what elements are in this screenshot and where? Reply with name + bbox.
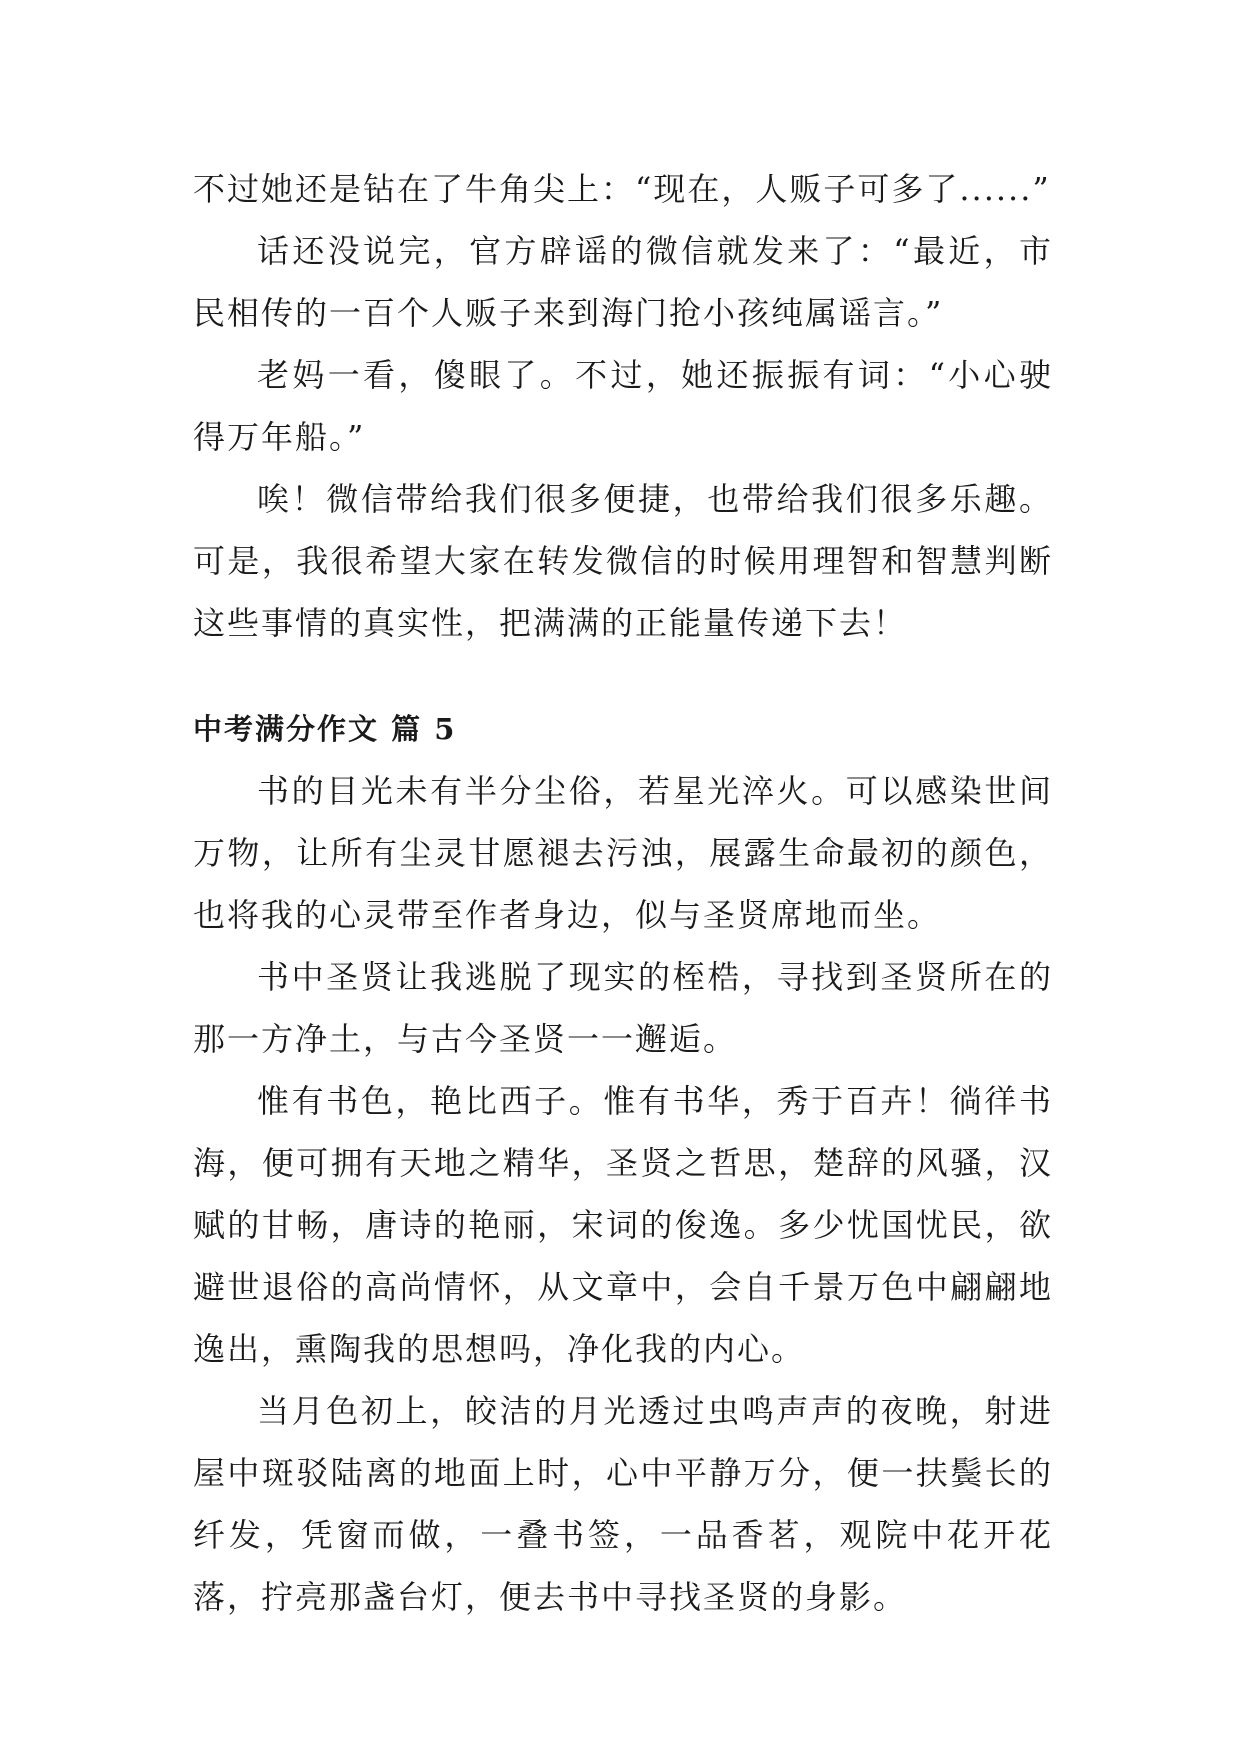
document-body	[193, 158, 1053, 1628]
paragraph: 惟有书色，艳比西子。惟有书华，秀于百卉！徜徉书海，便可拥有天地之精华，圣贤之哲思，楚辞的风骚，汉赋的甘畅，唐诗的艳丽，宋词的俊逸。多少忧国忧民，欲避世退俗的高尚情怀，从文章中，会自千景万色中翩翩地逸出，熏陶我的思想吗，净化我的内心。	[193, 1082, 1053, 1368]
paragraph: 书的目光未有半分尘俗，若星光淬火。可以感染世间万物，让所有尘灵甘愿褪去污浊，展露生命最初的颜色，也将我的心灵带至作者身边，似与圣贤席地而坐。	[193, 772, 1053, 934]
paragraph: 唉！微信带给我们很多便捷，也带给我们很多乐趣。可是，我很希望大家在转发微信的时候用理智和智慧判断这些事情的真实性，把满满的正能量传递下去！	[193, 480, 1053, 642]
section-title: 中考满分作文 篇 5	[193, 712, 457, 746]
paragraph: 话还没说完，官方辟谣的微信就发来了：“最近，市民相传的一百个人贩子来到海门抢小孩纯属谣言。”	[193, 232, 1053, 332]
paragraph: 书中圣贤让我逃脱了现实的桎梏，寻找到圣贤所在的那一方净土，与古今圣贤一一邂逅。	[193, 958, 1053, 1058]
paragraph: 老妈一看，傻眼了。不过，她还振振有词：“小心驶得万年船。”	[193, 356, 1053, 456]
paragraph: 不过她还是钻在了牛角尖上：“现在，人贩子可多了......”	[193, 170, 1051, 208]
paragraph: 当月色初上，皎洁的月光透过虫鸣声声的夜晚，射进屋中斑驳陆离的地面上时，心中平静万分，便一扶鬓长的纤发，凭窗而做，一叠书签，一品香茗，观院中花开花落，拧亮那盏台灯，便去书中寻找圣贤的身影。	[193, 1392, 1053, 1616]
